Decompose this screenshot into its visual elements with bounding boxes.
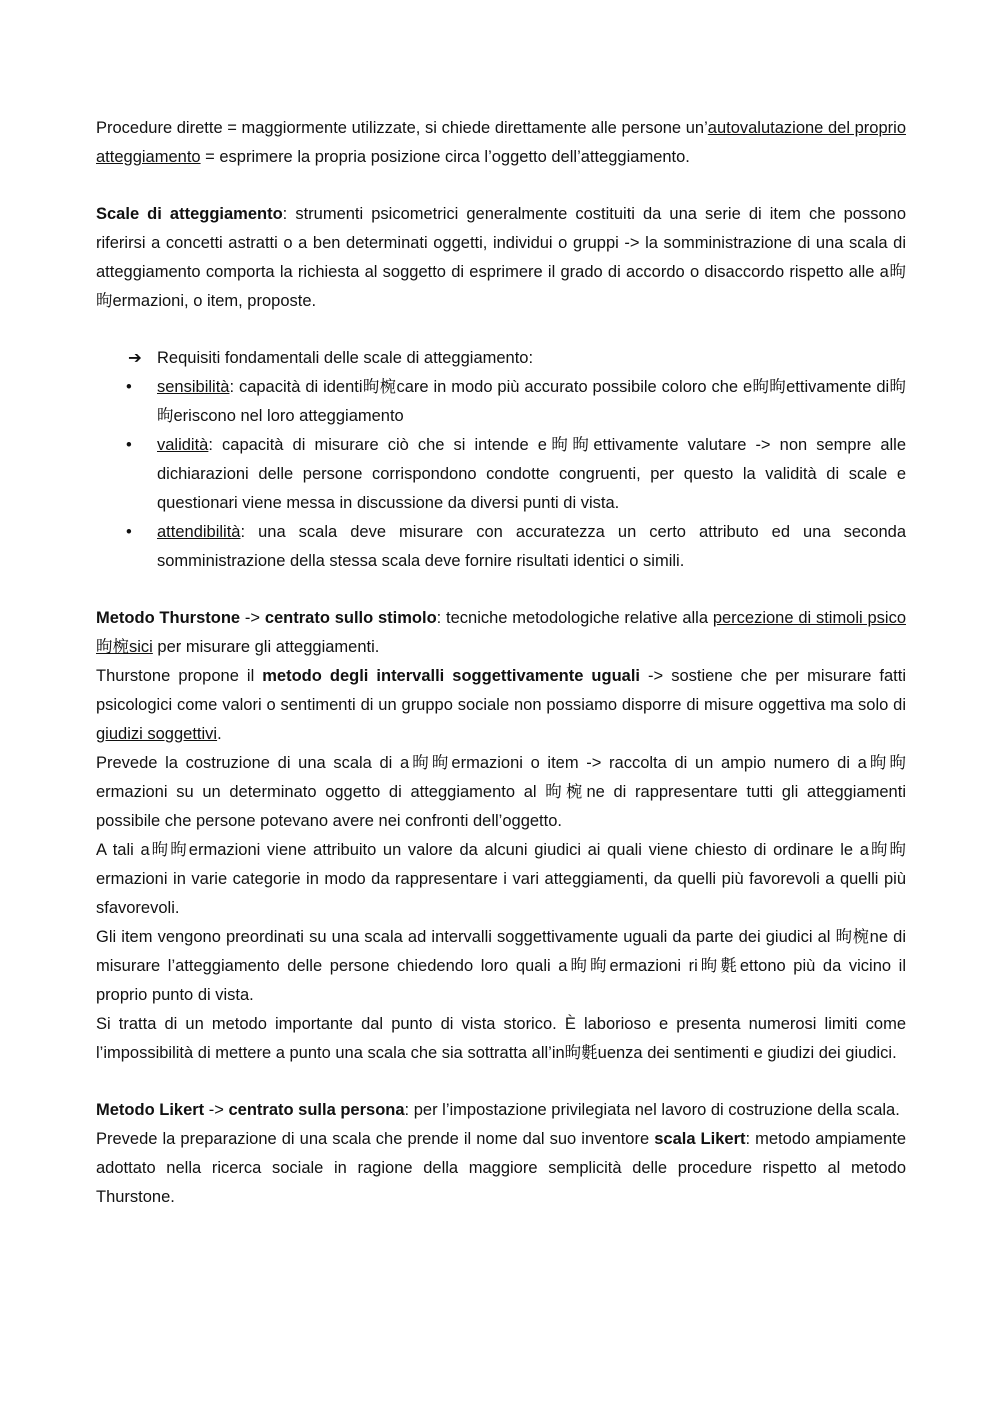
list-item-sensibilita: • sensibilità: capacità di identi昫椀care in modo più accurato possibile coloro che e昫昫ettivamente di昫昫eriscono nel loro atteggiamento (96, 373, 906, 431)
underlined-term: autovalutazione del proprio atteggiamento (96, 119, 906, 166)
bold-term: Scale di atteggiamento (96, 205, 283, 223)
bullet-icon: • (126, 523, 132, 541)
document-page (96, 114, 906, 1212)
paragraph-thurstone-preordinati: Gli item vengono preordinati su una scala ad intervalli soggettivamente uguali da parte dei giudici al 昫椀ne di misurare l’atteggiamento delle persone chiedendo loro quali a昫昫ermazioni ri昫氀ettono più da vicino il proprio punto di vista. (96, 928, 906, 1004)
paragraph-thurstone-costruzione: Prevede la costruzione di una scala di a昫昫ermazioni o item -> raccolta di un ampio numero di a昫昫ermazioni su un determinato oggetto di atteggiamento al 昫椀ne di rappresentare tutti gli atteggiamenti possibile che persone potevano avere nei confronti dell’oggetto. (96, 754, 906, 830)
paragraph-likert-scala: Prevede la preparazione di una scala che prende il nome dal suo inventore scala Likert: metodo ampiamente adottato nella ricerca sociale in ragione della maggiore semplicità delle procedure rispetto al metodo Thurstone. (96, 1130, 907, 1206)
paragraph-procedure-dirette: Procedure dirette = maggiormente utilizzate, si chiede direttamente alle persone un’autovalutazione del proprio atteggiamento = esprimere la propria posizione circa l’oggetto dell’atteggiamento. (96, 119, 906, 166)
paragraph-thurstone-metodo: Thurstone propone il metodo degli intervalli soggettivamente uguali -> sostiene che per misurare fatti psicologici come valori o sentimenti di un gruppo sociale non possiamo disporre di misure oggettiva ma solo di giudizi soggettivi. (96, 667, 906, 743)
paragraph-thurstone-limiti: Si tratta di un metodo importante dal punto di vista storico. È laborioso e presenta numerosi limiti come l’impossibilità di mettere a punto una scala che sia sottratta all’in昫氀uenza dei sentimenti e giudizi dei giudici. (96, 1015, 906, 1062)
requirements-list (96, 344, 906, 576)
list-item-attendibilita: • attendibilità: una scala deve misurare con accuratezza un certo attributo ed una seconda somministrazione della stessa scala deve fornire risultati identici o simili. (96, 518, 906, 576)
list-item-heading: ➔ Requisiti fondamentali delle scale di atteggiamento: (96, 344, 906, 373)
paragraph-thurstone-valore: A tali a昫昫ermazioni viene attribuito un valore da alcuni giudici ai quali viene chiesto di ordinare le a昫昫ermazioni in varie categorie in modo da rappresentare i vari atteggiamenti, da quelli più favorevoli a quelli più sfavorevoli. (96, 841, 906, 917)
paragraph-thurstone-intro: Metodo Thurstone -> centrato sullo stimolo: tecniche metodologiche relative alla percezione di stimoli psico昫椀sici per misurare gli atteggiamenti. (96, 609, 906, 656)
bullet-icon: • (126, 378, 132, 396)
list-item-validita: • validità: capacità di misurare ciò che si intende e昫昫ettivamente valutare -> non sempre alle dichiarazioni delle persone corrispondono condotte congruenti, per questo la validità di scale e questionari viene messa in discussione da diversi punti di vista. (96, 431, 906, 518)
arrow-icon: ➔ (128, 349, 142, 367)
paragraph-likert-intro: Metodo Likert -> centrato sulla persona: per l’impostazione privilegiata nel lavoro di costruzione della scala. (96, 1101, 900, 1119)
bullet-icon: • (126, 436, 132, 454)
paragraph-scale-atteggiamento: Scale di atteggiamento: strumenti psicometrici generalmente costituiti da una serie di item che possono riferirsi a concetti astratti o a ben determinati oggetti, individui o gruppi -> la somministrazione di una scala di atteggiamento comporta la richiesta al soggetto di esprimere il grado di accordo o disaccordo rispetto alle a昫昫ermazioni, o item, proposte. (96, 205, 906, 310)
